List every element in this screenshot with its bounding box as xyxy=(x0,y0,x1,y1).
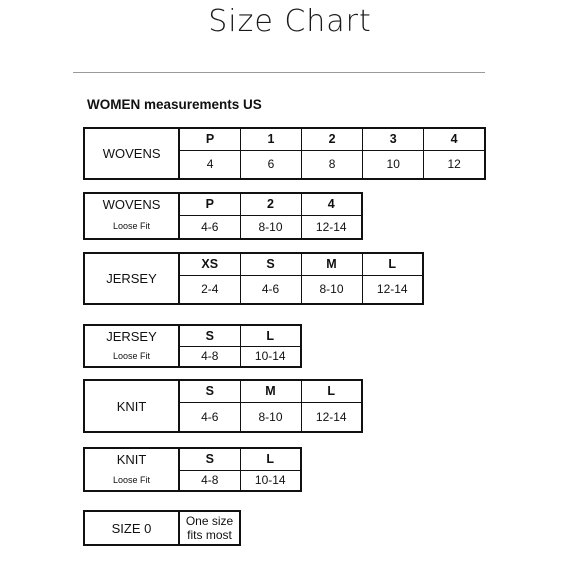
size-cell: S xyxy=(179,325,240,346)
size-cell: S xyxy=(240,253,301,275)
us-size-cell: 6 xyxy=(240,150,301,179)
us-size-cell: 8-10 xyxy=(240,402,301,432)
jersey-label: JERSEY xyxy=(84,253,179,304)
page-title: Size Chart xyxy=(208,4,372,39)
size-cell: S xyxy=(179,380,240,402)
wovens-size-table xyxy=(83,127,486,180)
us-size-cell: 8-10 xyxy=(301,275,362,304)
size-cell: XS xyxy=(179,253,240,275)
knit-label: KNIT xyxy=(84,380,179,432)
us-size-cell: 4-6 xyxy=(240,275,301,304)
size-cell: M xyxy=(240,380,301,402)
us-size-cell: 10-14 xyxy=(240,470,301,491)
us-size-cell: 4-8 xyxy=(179,470,240,491)
loose-fit-label: Loose Fit xyxy=(84,470,179,491)
knit-loose-size-table xyxy=(83,447,302,492)
jersey-size-table xyxy=(83,252,424,305)
size0-label: SIZE 0 xyxy=(84,511,179,545)
section-heading: WOMEN measurements US xyxy=(87,97,262,112)
loose-fit-label: Loose Fit xyxy=(84,346,179,367)
one-size-note-line: fits most xyxy=(187,528,232,542)
us-size-cell: 8 xyxy=(302,150,363,179)
us-size-cell: 8-10 xyxy=(240,215,301,239)
us-size-cell: 10-14 xyxy=(240,346,301,367)
size-cell: L xyxy=(362,253,423,275)
size-cell: P xyxy=(179,128,240,150)
size-cell: M xyxy=(301,253,362,275)
us-size-cell: 4-8 xyxy=(179,346,240,367)
knit-loose-label: KNIT xyxy=(84,448,179,470)
us-size-cell: 4 xyxy=(179,150,240,179)
us-size-cell: 12-14 xyxy=(301,215,362,239)
one-size-note xyxy=(179,511,240,545)
us-size-cell: 12 xyxy=(424,150,485,179)
size-cell: 3 xyxy=(363,128,424,150)
wovens-loose-label: WOVENS xyxy=(84,193,179,215)
size-cell: 4 xyxy=(301,193,362,215)
divider xyxy=(73,72,485,73)
loose-fit-label: Loose Fit xyxy=(84,215,179,239)
us-size-cell: 4-6 xyxy=(179,402,240,432)
size-cell: L xyxy=(301,380,362,402)
us-size-cell: 2-4 xyxy=(179,275,240,304)
wovens-label: WOVENS xyxy=(84,128,179,179)
size-cell: S xyxy=(179,448,240,470)
size-cell: L xyxy=(240,325,301,346)
size-cell: L xyxy=(240,448,301,470)
jersey-loose-size-table xyxy=(83,324,302,368)
size0-table xyxy=(83,510,241,546)
us-size-cell: 12-14 xyxy=(362,275,423,304)
wovens-loose-size-table xyxy=(83,192,363,240)
size-cell: 4 xyxy=(424,128,485,150)
knit-size-table xyxy=(83,379,363,433)
us-size-cell: 4-6 xyxy=(179,215,240,239)
size-cell: 2 xyxy=(302,128,363,150)
size-cell: 1 xyxy=(240,128,301,150)
size-cell: P xyxy=(179,193,240,215)
jersey-loose-label: JERSEY xyxy=(84,325,179,346)
one-size-note-line: One size xyxy=(185,514,234,528)
us-size-cell: 12-14 xyxy=(301,402,362,432)
size-cell: 2 xyxy=(240,193,301,215)
us-size-cell: 10 xyxy=(363,150,424,179)
